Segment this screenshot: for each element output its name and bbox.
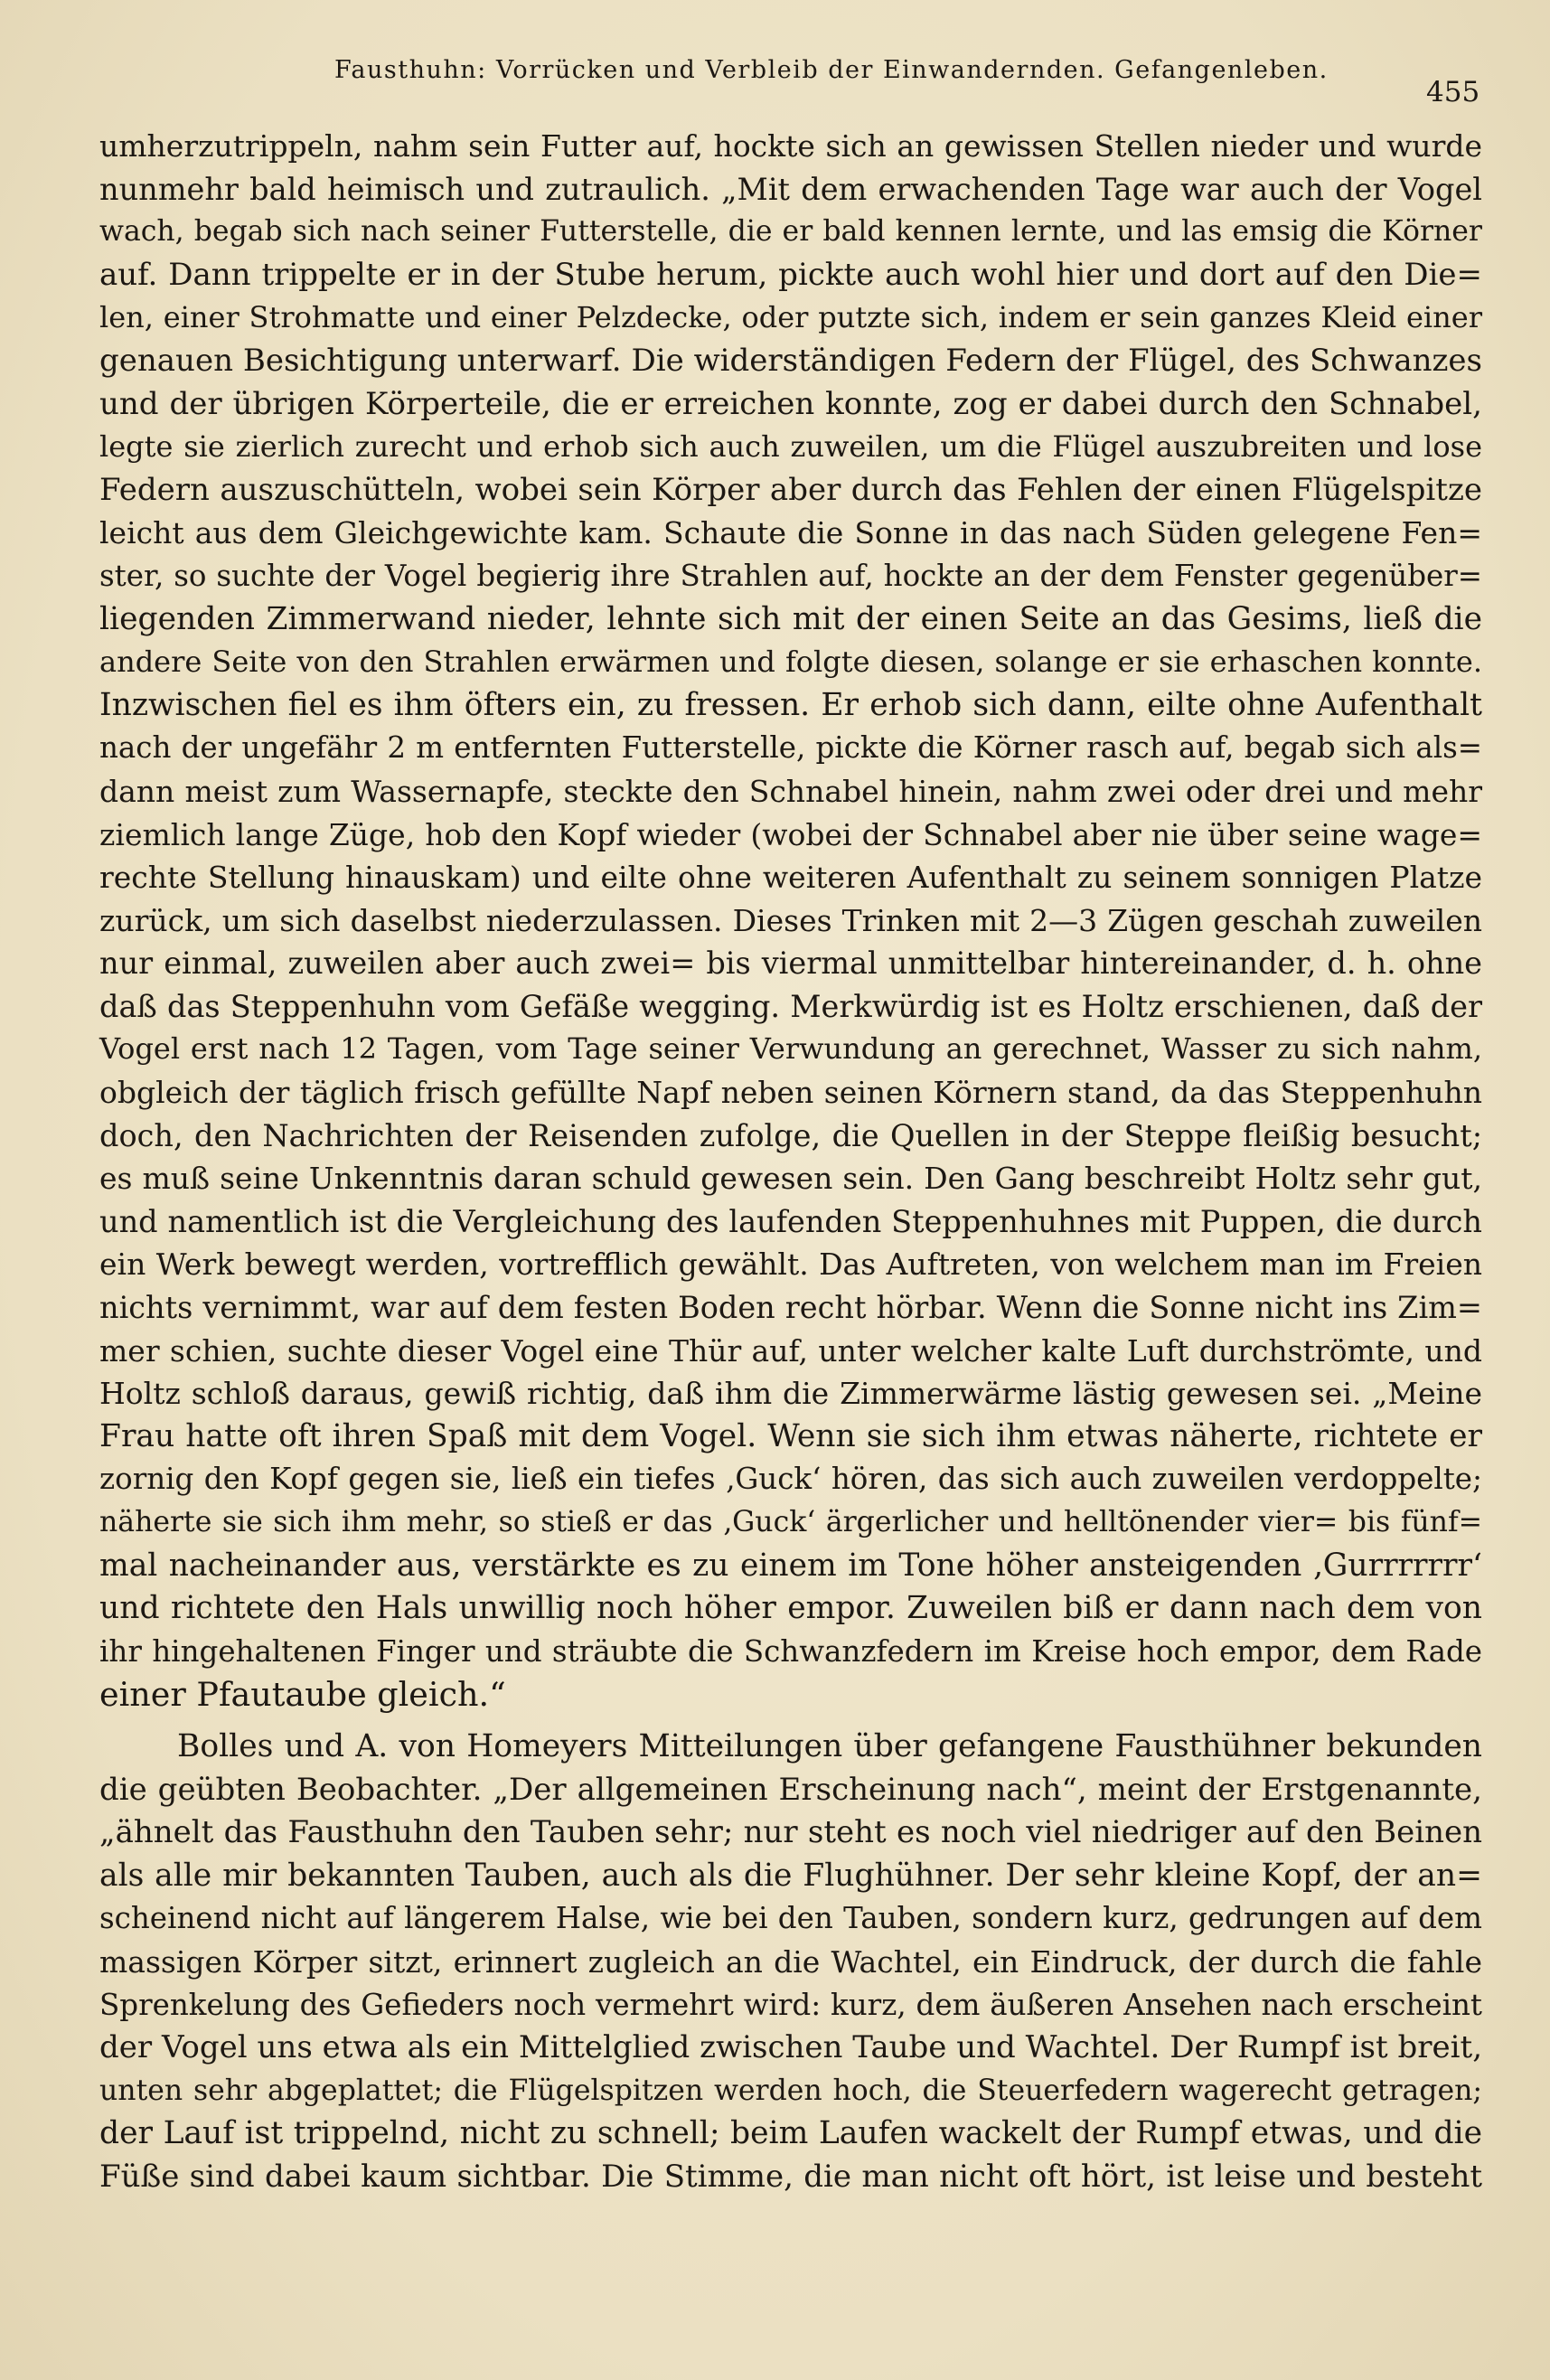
text-line: auf. Dann trippelte er in der Stube herum, pickte auch wohl hier und dort auf den Die= bbox=[99, 256, 1482, 293]
paragraph bbox=[99, 1726, 1482, 2199]
text-line: der Lauf ist trippelnd, nicht zu schnell; beim Laufen wackelt der Rumpf etwas, und die bbox=[99, 2115, 1482, 2152]
text-line: Inzwischen fiel es ihm öfters ein, zu fressen. Er erhob sich dann, eilte ohne Aufenthalt bbox=[99, 686, 1482, 723]
text-line: „ähnelt das Fausthuhn den Tauben sehr; nur steht es noch viel niedriger auf den Beinen bbox=[99, 1814, 1482, 1851]
text-line: massigen Körper sitzt, erinnert zugleich an die Wachtel, ein Eindruck, der durch die fahle bbox=[99, 1943, 1482, 1980]
text-line: wach, begab sich nach seiner Futterstelle, die er bald kennen lernte, und las emsig die Körner bbox=[99, 215, 1482, 249]
text-line: zornig den Kopf gegen sie, ließ ein tiefes ‚Guck‘ hören, das sich auch zuweilen verdoppelte; bbox=[99, 1462, 1482, 1497]
paragraph bbox=[99, 125, 1482, 1717]
body-text bbox=[99, 125, 1482, 2199]
text-line: näherte sie sich ihm mehr, so stieß er das ‚Guck‘ ärgerlicher und helltönender vier= bis fünf= bbox=[99, 1506, 1482, 1538]
text-line: leicht aus dem Gleichgewichte kam. Schaute die Sonne in das nach Süden gelegene Fen= bbox=[99, 515, 1482, 551]
text-line: unten sehr abgeplattet; die Flügelspitzen werden hoch, die Steuerfedern wagerecht getragen; bbox=[99, 2074, 1482, 2107]
paragraph-gap bbox=[99, 1717, 1482, 1726]
text-line: genauen Besichtigung unterwarf. Die widerständigen Federn der Flügel, des Schwanzes bbox=[99, 342, 1482, 379]
page-number: 455 bbox=[1426, 76, 1480, 108]
text-line: liegenden Zimmerwand nieder, lehnte sich mit der einen Seite an das Gesims, ließ die bbox=[99, 600, 1482, 637]
running-head: Fausthuhn: Vorrücken und Verbleib der Einwandernden. Gefangenleben. bbox=[334, 56, 1329, 84]
text-line: Bolles und A. von Homeyers Mitteilungen über gefangene Fausthühner bekunden bbox=[177, 1727, 1482, 1764]
text-line: der Vogel uns etwa als ein Mittelglied zwischen Taube und Wachtel. Der Rumpf ist breit, bbox=[99, 2029, 1482, 2066]
text-line: mal nacheinander aus, verstärkte es zu einem im Tone höher ansteigenden ‚Gurrrrrrr‘ bbox=[99, 1547, 1482, 1584]
text-line: ster, so suchte der Vogel begierig ihre Strahlen auf, hockte an der dem Fenster gegenüber= bbox=[99, 558, 1482, 593]
text-line: dann meist zum Wassernapfe, steckte den Schnabel hinein, nahm zwei oder drei und mehr bbox=[99, 773, 1482, 809]
text-line: und der übrigen Körperteile, die er erreichen konnte, zog er dabei durch den Schnabel, bbox=[99, 385, 1482, 422]
text-line: Vogel erst nach 12 Tagen, vom Tage seiner Verwundung an gerechnet, Wasser zu sich nahm, bbox=[99, 1031, 1482, 1067]
text-line: andere Seite von den Strahlen erwärmen und folgte diesen, solange er sie erhaschen konnte. bbox=[99, 644, 1482, 680]
text-line: Frau hatte oft ihren Spaß mit dem Vogel. Wenn sie sich ihm etwas näherte, richtete er bbox=[99, 1417, 1482, 1454]
text-line: legte sie zierlich zurecht und erhob sich auch zuweilen, um die Flügel auszubreiten und lose bbox=[99, 429, 1482, 465]
text-line: nichts vernimmt, war auf dem festen Boden recht hörbar. Wenn die Sonne nicht ins Zim= bbox=[99, 1290, 1482, 1326]
text-line: Füße sind dabei kaum sichtbar. Die Stimme, die man nicht oft hört, ist leise und besteht bbox=[99, 2158, 1482, 2195]
text-line: ein Werk bewegt werden, vortrefflich gewählt. Das Auftreten, von welchem man im Freien bbox=[99, 1246, 1482, 1283]
text-line: als alle mir bekannten Tauben, auch als die Flughühner. Der sehr kleine Kopf, der an= bbox=[99, 1857, 1482, 1894]
text-line: es muß seine Unkenntnis daran schuld gewesen sein. Den Gang beschreibt Holtz sehr gut, bbox=[99, 1161, 1482, 1197]
text-line: ihr hingehaltenen Finger und sträubte die Schwanzfedern im Kreise hoch empor, dem Rade bbox=[99, 1633, 1482, 1669]
text-line: scheinend nicht auf längerem Halse, wie bei den Tauben, sondern kurz, gedrungen auf dem bbox=[99, 1901, 1482, 1936]
text-line: Holtz schloß daraus, gewiß richtig, daß ihm die Zimmerwärme lästig gewesen sei. „Meine bbox=[99, 1376, 1482, 1412]
text-line: doch, den Nachrichten der Reisenden zufolge, die Quellen in der Steppe fleißig besucht; bbox=[99, 1117, 1482, 1153]
text-line: ziemlich lange Züge, hob den Kopf wieder (wobei der Schnabel aber nie über seine wage= bbox=[99, 816, 1482, 852]
text-line: nach der ungefähr 2 m entfernten Futterstelle, pickte die Körner rasch auf, begab sich als= bbox=[99, 730, 1482, 766]
text-line: zurück, um sich daselbst niederzulassen. Dieses Trinken mit 2—3 Zügen geschah zuweilen bbox=[99, 902, 1482, 938]
text-line: und richtete den Hals unwillig noch höher empor. Zuweilen biß er dann nach dem von bbox=[99, 1590, 1482, 1627]
text-line: obgleich der täglich frisch gefüllte Napf neben seinen Körnern stand, da das Steppenhuhn bbox=[99, 1075, 1482, 1111]
text-line: nunmehr bald heimisch und zutraulich. „Mit dem erwachenden Tage war auch der Vogel bbox=[99, 171, 1482, 207]
text-line: Sprenkelung des Gefieders noch vermehrt wird: kurz, dem äußeren Ansehen nach erscheint bbox=[99, 1987, 1482, 2022]
text-line: mer schien, suchte dieser Vogel eine Thür auf, unter welcher kalte Luft durchströmte, und bbox=[99, 1332, 1482, 1369]
text-line: nur einmal, zuweilen aber auch zwei= bis viermal unmittelbar hintereinander, d. h. ohne bbox=[99, 945, 1482, 982]
text-line: Federn auszuschütteln, wobei sein Körper aber durch das Fehlen der einen Flügelspitze bbox=[99, 471, 1482, 508]
text-line: einer Pfautaube gleich.“ bbox=[99, 1675, 506, 1715]
text-line: und namentlich ist die Vergleichung des laufenden Steppenhuhnes mit Puppen, die durch bbox=[99, 1203, 1482, 1239]
text-line: rechte Stellung hinauskam) und eilte ohne weiteren Aufenthalt zu seinem sonnigen Platze bbox=[99, 860, 1482, 896]
text-line: umherzutrippeln, nahm sein Futter auf, hockte sich an gewissen Stellen nieder und wurde bbox=[99, 128, 1482, 164]
text-line: daß das Steppenhuhn vom Gefäße wegging. Merkwürdig ist es Holtz erschienen, daß der bbox=[99, 988, 1482, 1024]
text-line: len, einer Strohmatte und einer Pelzdecke, oder putzte sich, indem er sein ganzes Kleid einer bbox=[99, 300, 1482, 335]
text-line: die geübten Beobachter. „Der allgemeinen Erscheinung nach“, meint der Erstgenannte, bbox=[99, 1771, 1482, 1808]
